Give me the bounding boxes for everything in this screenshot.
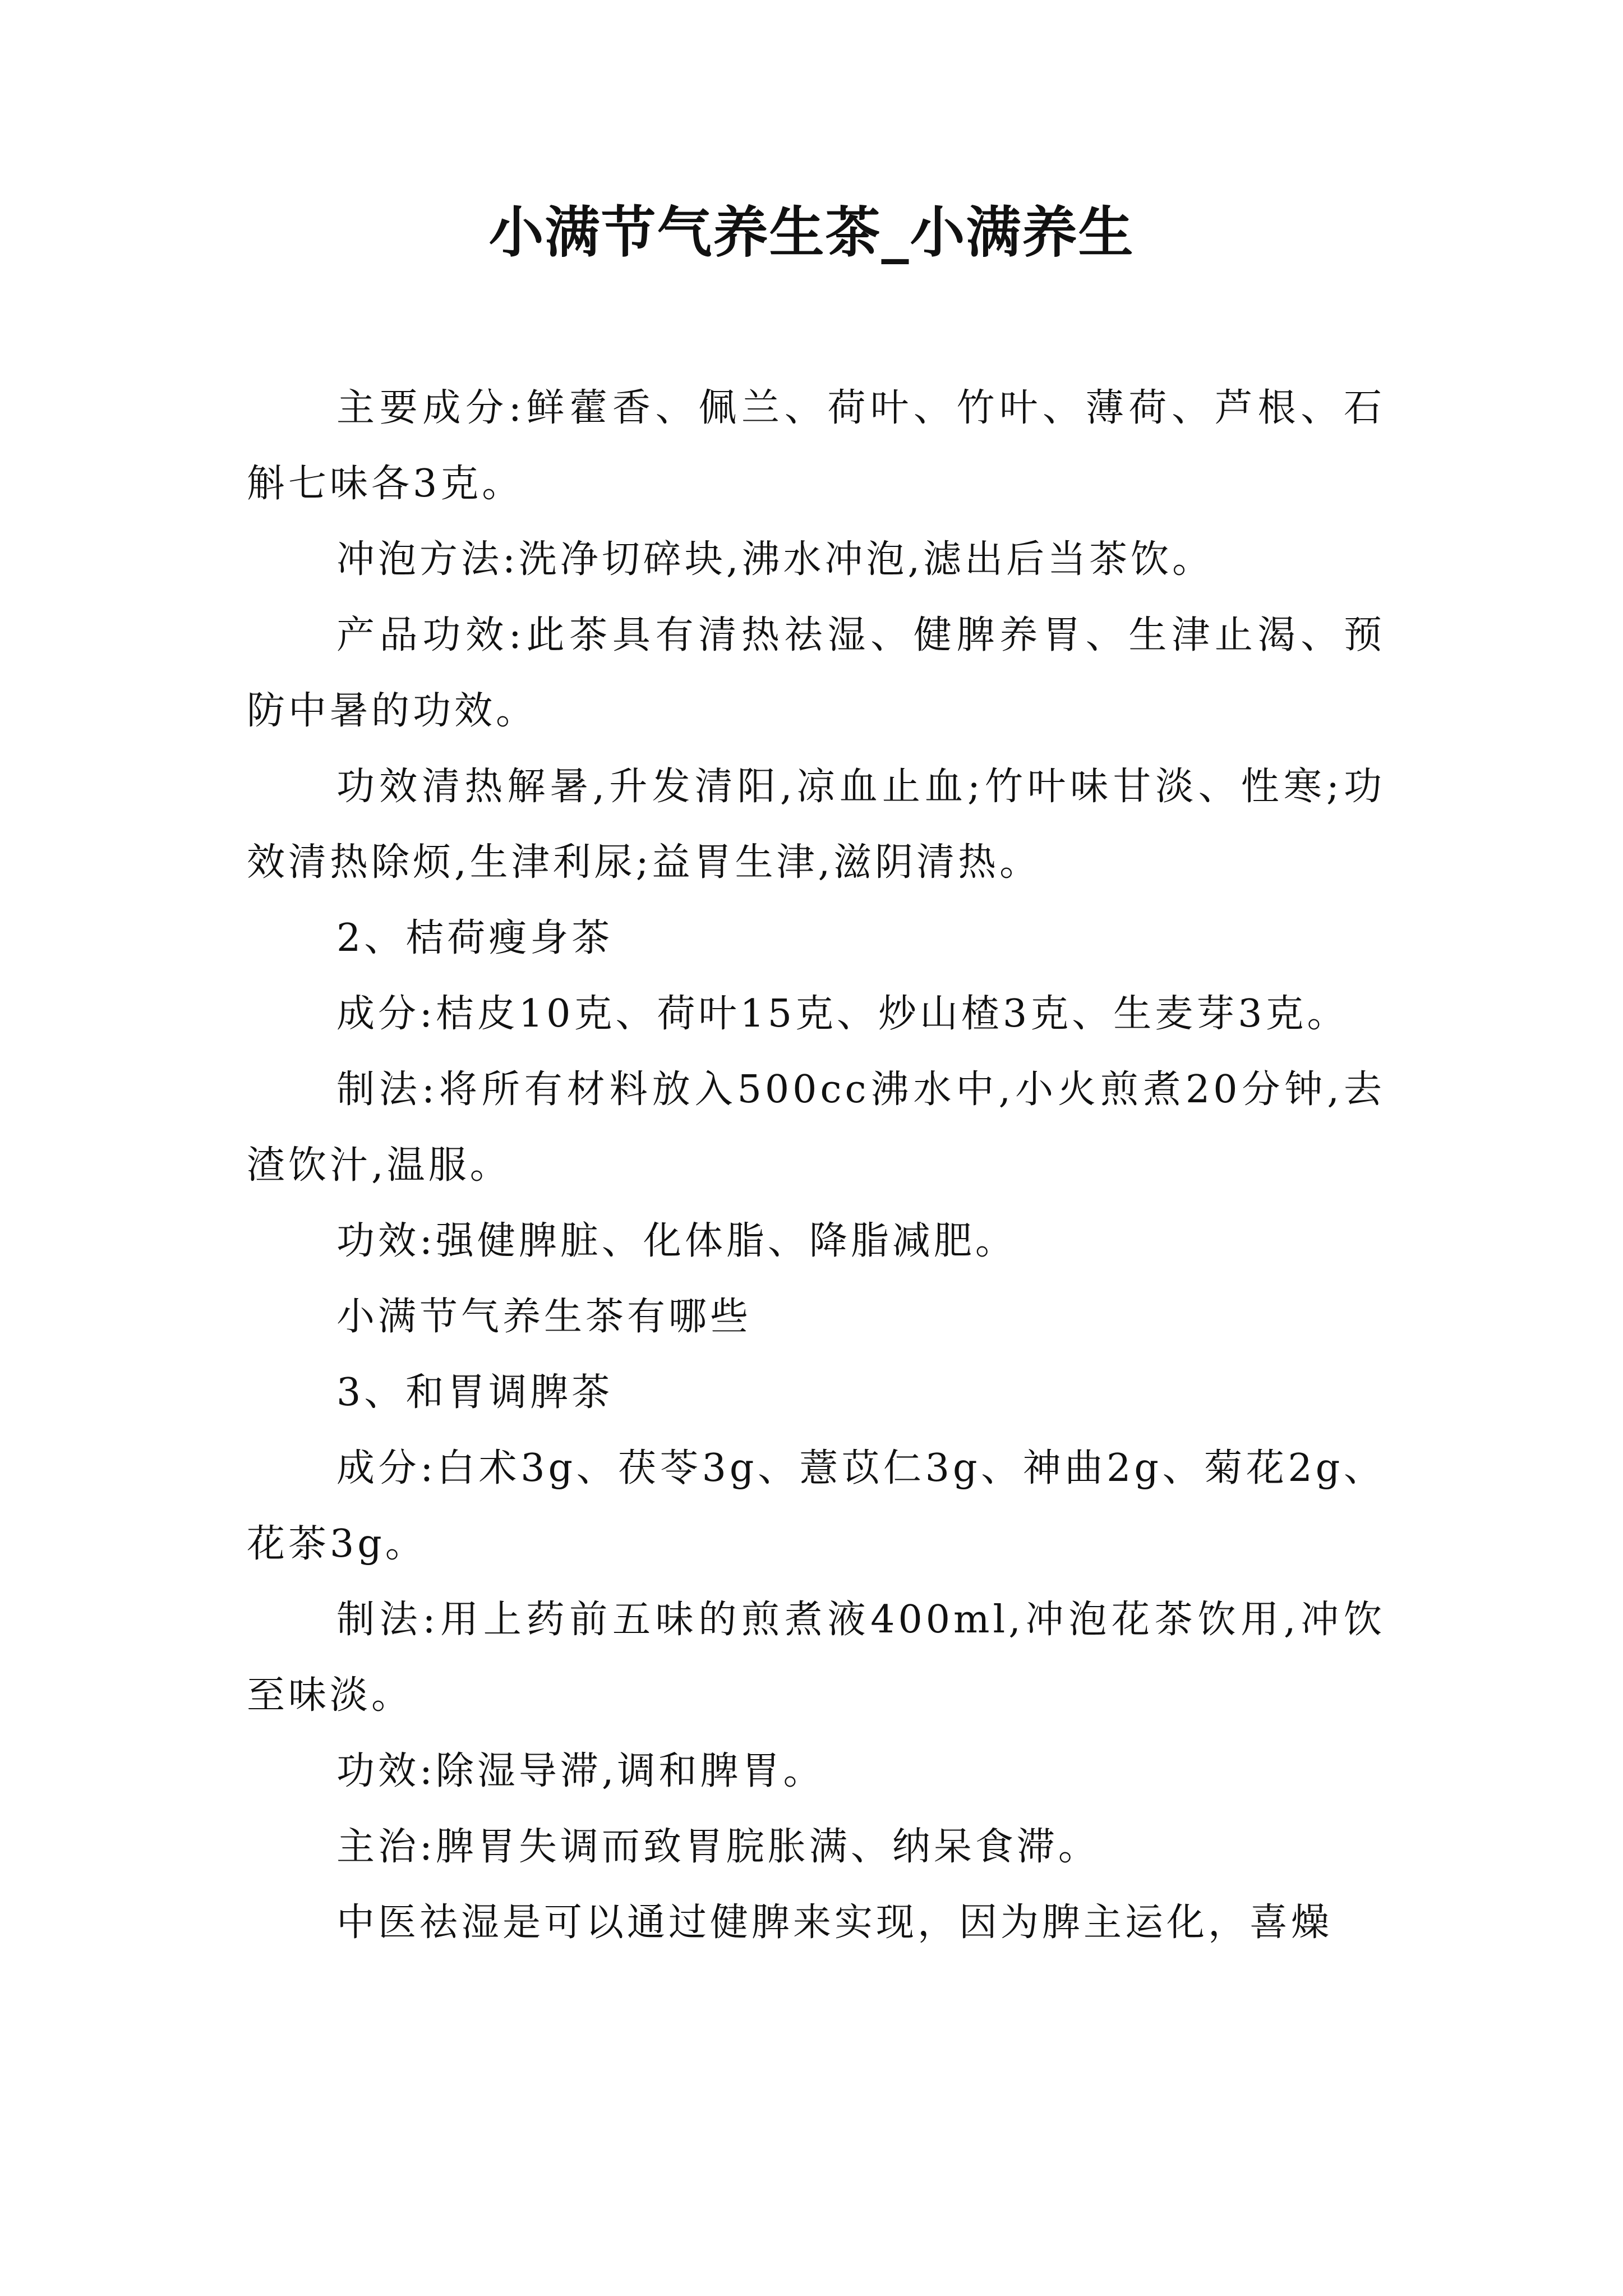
paragraph-brewing-method: 冲泡方法:洗净切碎块,沸水冲泡,滤出后当茶饮。 — [336, 537, 1214, 582]
paragraph-main-ingredients: 主要成分:鲜藿香、佩兰、荷叶、竹叶、薄荷、芦根、石斛七味各3克。 — [247, 386, 1385, 506]
paragraph-effects-detail: 功效清热解暑,升发清阳,凉血止血;竹叶味甘淡、性寒;功效清热除烦,生津利尿;益胃生津,滋阴清热。 — [247, 765, 1385, 885]
paragraph-slimming-effects: 功效:强健脾脏、化体脂、降脂减肥。 — [336, 1219, 1017, 1263]
paragraph-stomach-ingredients: 成分:白术3g、茯苓3g、薏苡仁3g、神曲2g、菊花2g、花茶3g。 — [247, 1446, 1385, 1566]
document-body — [247, 370, 1385, 1961]
section-heading-stomach-tea: 3、和胃调脾茶 — [336, 1370, 614, 1415]
paragraph-stomach-method: 制法:用上药前五味的煎煮液400ml,冲泡花茶饮用,冲饮至味淡。 — [247, 1598, 1385, 1718]
subheading-which-teas: 小满节气养生茶有哪些 — [336, 1295, 752, 1339]
paragraph-slimming-method: 制法:将所有材料放入500cc沸水中,小火煎煮20分钟,去渣饮汁,温服。 — [247, 1068, 1385, 1188]
paragraph-stomach-indications: 主治:脾胃失调而致胃脘胀满、纳呆食滞。 — [336, 1825, 1100, 1869]
section-heading-slimming-tea: 2、桔荷瘦身茶 — [336, 916, 614, 960]
paragraph-slimming-ingredients: 成分:桔皮10克、荷叶15克、炒山楂3克、生麦芽3克。 — [336, 992, 1349, 1036]
paragraph-stomach-effects: 功效:除湿导滞,调和脾胃。 — [336, 1749, 825, 1793]
document-title: 小满节气养生茶_小满养生 — [488, 201, 1135, 265]
paragraph-product-effects: 产品功效:此茶具有清热祛湿、健脾养胃、生津止渴、预防中暑的功效。 — [247, 613, 1385, 733]
paragraph-tcm-dampness: 中医祛湿是可以通过健脾来实现，因为脾主运化，喜燥 — [336, 1901, 1333, 1945]
